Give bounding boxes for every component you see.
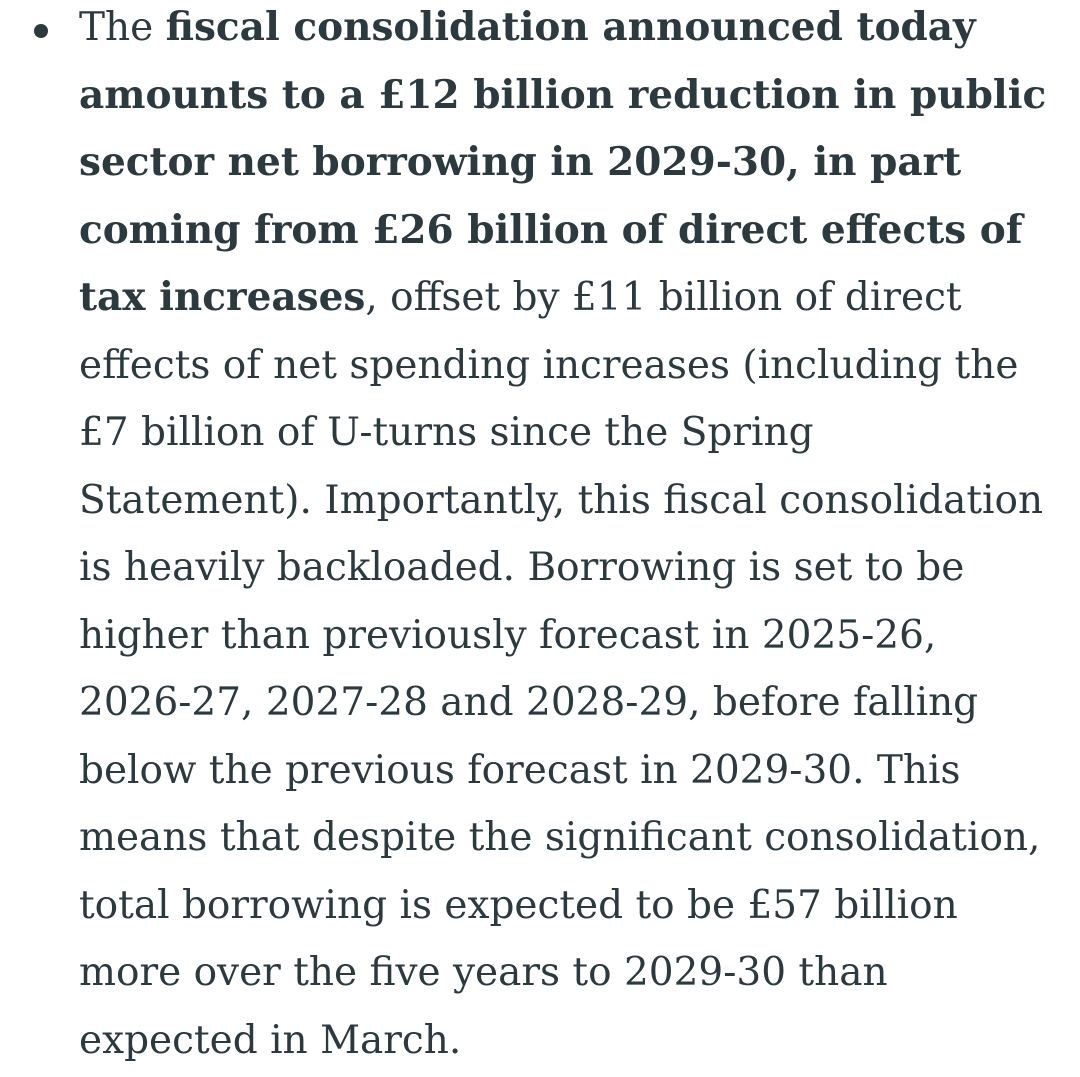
bullet-body-text: , offset by £11 billion of direct effects of net spending increases (including the £7 billion of U-turns since the Spring Statement). Importantly, this fiscal consolidation is heavily backloaded. Borrowing is set to be higher than previously forecast in 2025-26, 2026-27, 2027-28 and 2028-29, before falling below the previous forecast in 2029-30. This means that despite the significant consolidation, total borrowing is expected to be £57 billion more over the five years to 2029-30 than expected in March.: [79, 275, 1044, 1063]
bullet-lead-text: The: [79, 5, 166, 50]
bullet-paragraph: [79, 0, 1054, 1074]
bullet-bold-text: fiscal consolidation announced today amounts to a £12 billion reduction in public sector net borrowing in 2029-30, in part coming from £26 billion of direct effects of tax increases: [79, 4, 1047, 320]
bullet-marker-icon: [34, 24, 48, 38]
